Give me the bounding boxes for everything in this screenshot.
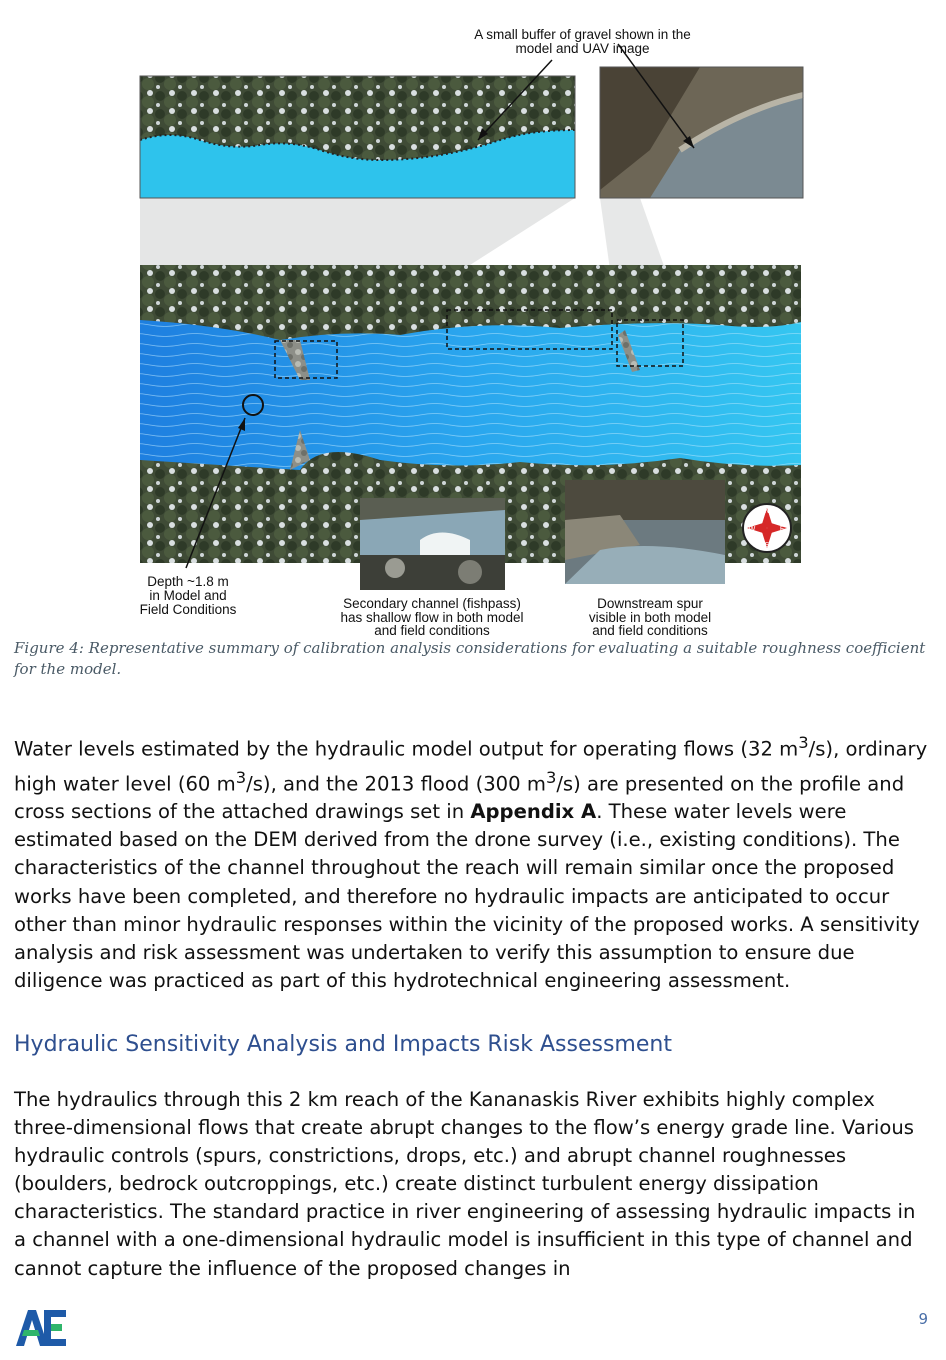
compass-n: N [764,507,770,515]
company-logo [14,1306,70,1350]
p1-text-e: . These water levels were estimated based on the DEM derived from the drone survey (i.e., existing conditions). The characteristics of the channel throughout the reach will remain similar once the proposed works have been completed, and therefore no hydraulic impacts are anticipated to occur other than minor hydraulic responses within the vicinity of the proposed works. A sensitivity analysis and risk assessment was undertaken to verify this assumption to ensure due diligence was practiced as part of this hydrotechnical engineering assessment. [14,800,920,992]
zoomed-model-image [140,76,575,198]
downstream-spur-photo [565,480,725,584]
p1-text-b: /s), ordinary high water level (60 m [14,737,928,796]
annotation-depth-line3: Field Conditions [139,602,237,617]
zoom-wedge-top [140,198,575,265]
annotation-depth [118,575,258,617]
compass-w: W [748,525,756,533]
annotation-spur-line2: visible in both model [588,609,712,625]
paragraph-water-levels [14,729,932,995]
calibration-figure [0,0,946,640]
fishpass-photo [360,498,505,590]
figure-graphics [0,0,946,640]
annotation-depth-line2: in Model and [149,588,227,603]
annotation-depth-line1: Depth ~1.8 m [147,574,229,589]
uav-photo-gravel [600,67,803,198]
annotation-secondary-line2: has shallow flow in both model [340,609,524,625]
figure-caption: Figure 4: Representative summary of calibration analysis considerations for evaluating a suitable roughness coefficient for the model. [14,639,926,678]
annotation-downstream-spur [565,597,735,638]
annotation-spur-line3: and field conditions [592,623,708,638]
annotation-secondary-line3: and field conditions [374,623,490,638]
compass-s: S [764,541,770,549]
section-heading: Hydraulic Sensitivity Analysis and Impacts Risk Assessment [14,1032,672,1057]
p1-sup-3: 3 [545,767,557,787]
appendix-a-ref: Appendix A [470,800,597,824]
page-number: 9 [918,1310,928,1328]
compass-icon [743,504,791,552]
p1-text-c: /s), and the 2013 flood (300 m [246,772,546,796]
annotation-secondary-channel [322,597,542,638]
p1-text-a: Water levels estimated by the hydraulic model output for operating flows (32 m [14,737,799,761]
p1-sup-1: 3 [798,733,809,752]
annotation-gravel-line2: model and UAV image [515,41,650,56]
paragraph-hydraulics: The hydraulics through this 2 km reach of the Kananaskis River exhibits highly complex three-dimensional flows that create abrupt changes to the flow’s energy grade line. Various hydraulic controls (spurs, constrictions, drops, etc.) and abrupt channel roughnesses (boulders, bedrock outcroppings, etc.) create distinct turbulent energy dissipation characteristics. The standard practice in river engineering of assessing hydraulic impacts in a channel with a one-dimensional hydraulic model is insufficient in this type of channel and cannot capture the influence of the proposed changes in [14,1088,916,1280]
annotation-spur-line1: Downstream spur [597,596,703,611]
p1-text-d: /s) are presented on the profile and cross sections of the attached drawings set in [14,772,905,824]
compass-e: E [779,525,785,533]
annotation-gravel-line1: A small buffer of gravel shown in the [474,27,691,42]
p1-sup-2: 3 [235,767,247,787]
annotation-secondary-line1: Secondary channel (fishpass) [343,596,521,611]
annotation-gravel [440,28,725,56]
